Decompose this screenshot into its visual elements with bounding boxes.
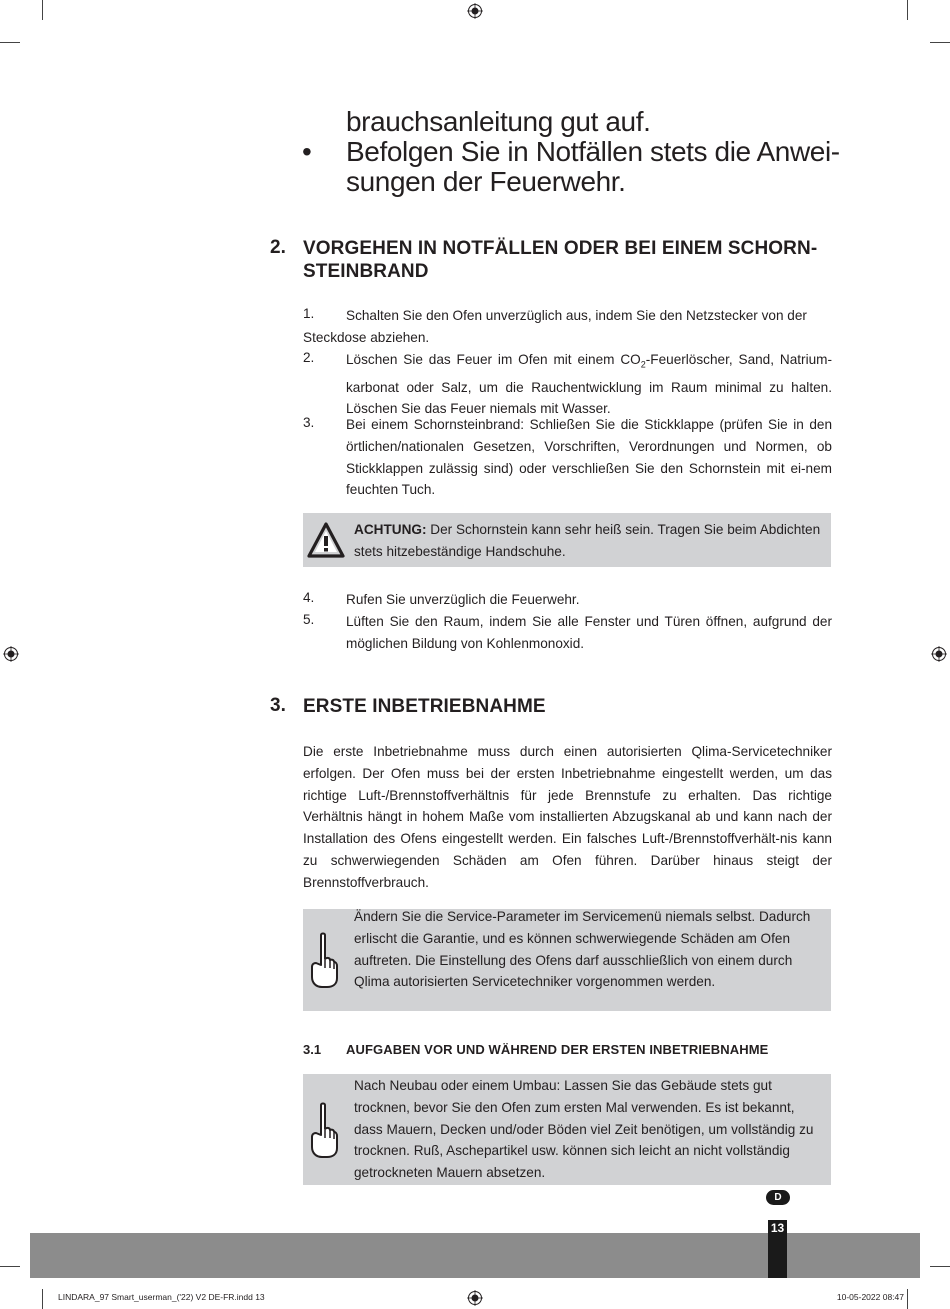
subscript: 2 (640, 359, 646, 370)
crop-mark (930, 42, 950, 43)
list-number: 4. (303, 590, 315, 605)
list-item-text (346, 349, 832, 420)
page-number: 13 (770, 1221, 785, 1235)
list-number: 2. (303, 350, 315, 365)
bullet-text: sungen der Feuerwehr. (346, 166, 626, 197)
list-item-text: Lüften Sie den Raum, indem Sie alle Fenster und Türen öffnen, aufgrund der möglichen Bildung von Kohlenmonoxid. (346, 614, 832, 651)
pointing-hand-icon (308, 1102, 340, 1160)
slug-timestamp: 10-05-2022 08:47 (836, 1292, 904, 1302)
bullet-symbol: • (302, 136, 312, 167)
note-text: Ändern Sie die Service-Parameter im Servicemenü niemals selbst. Dadurch erlischt die Garantie, und es können schwerwiegende Schäden am Ofen auftreten. Die Einstellung des Ofens darf ausschließlich von einem durch Qlima autorisierten Servicetechniker vorgenommen werden. (354, 909, 811, 990)
crop-mark (42, 0, 43, 20)
text-run: Löschen Sie das Feuer im Ofen mit einem CO (346, 352, 641, 367)
list-number: 3. (303, 415, 315, 430)
subsection-title: AUFGABEN VOR UND WÄHREND DER ERSTEN INBETRIEBNAHME (346, 1042, 769, 1057)
crop-mark (930, 1266, 950, 1267)
registration-mark-icon (931, 646, 947, 662)
crop-mark (907, 0, 908, 20)
registration-mark-icon (3, 646, 19, 662)
slug-filename: LINDARA_97 Smart_userman_('22) V2 DE-FR.indd 13 (58, 1292, 265, 1302)
bullet-text: Befolgen Sie in Notfällen stets die Anwei- (346, 136, 840, 167)
text-run: -Feuerlöscher, Sand, Natrium-karbonat oder Salz, um die Rauchentwicklung im Raum minimal zu halten. Löschen Sie das Feuer niemals mit Wasser. (346, 352, 832, 417)
language-badge: D (766, 1190, 790, 1205)
list-item-text: Schalten Sie den Ofen unverzüglich aus, indem Sie den Netzstecker von der (346, 308, 807, 323)
note-text: Nach Neubau oder einem Umbau: Lassen Sie das Gebäude stets gut trocknen, bevor Sie den Ofen zum ersten Mal verwenden. Es ist bekannt, dass Mauern, Decken und/oder Böden viel Zeit benötigen, um vollständig zu trocknen. Ruß, Aschepartikel usw. können sich leicht an nicht vollständig getrockneten Mauern absetzen. (354, 1078, 814, 1181)
list-item-text: Steckdose abziehen. (303, 330, 430, 345)
body-paragraph: Die erste Inbetriebnahme muss durch einen autorisierten Qlima-Servicetechniker erfolgen. Der Ofen muss bei der ersten Inbetriebnahme eingestellt werden, um das richtige Luft-/Brennstoffverhältnis für jede Brennstufe zu erhalten. Das richtige Verhältnis hängt in hohem Maße vom installierten Abzugskanal ab und kann nach der Installation des Ofens eingestellt werden. Ein falsches Luft-/Brennstoffverhält-nis kann zu schwerwiegenden Schäden am Ofen führen. Darüber hinaus steigt der Brennstoffverbrauch. (303, 744, 832, 890)
warning-triangle-icon (306, 521, 346, 559)
pointing-hand-icon (308, 932, 340, 990)
section-title: ERSTE INBETRIEBNAHME (303, 696, 546, 717)
list-item-text: Rufen Sie unverzüglich die Feuerwehr. (346, 592, 580, 607)
crop-mark (0, 1266, 20, 1267)
section-number: 2. (270, 237, 286, 258)
warning-text (354, 519, 824, 563)
crop-mark (42, 1289, 43, 1309)
section-title: VORGEHEN IN NOTFÄLLEN ODER BEI EINEM SCHORN- (303, 238, 818, 259)
registration-mark-icon (467, 1290, 483, 1306)
warning-label: ACHTUNG: (354, 522, 427, 537)
crop-mark (907, 1289, 908, 1309)
list-number: 5. (303, 612, 315, 627)
subsection-number: 3.1 (303, 1042, 322, 1057)
section-title: STEINBRAND (303, 261, 429, 282)
list-item-text: Bei einem Schornsteinbrand: Schließen Sie die Stickklappe (prüfen Sie in den örtlichen/nationalen Gesetzen, Vorschriften, Verordnungen und Normen, ob Stickklappen zulässig sind) oder verschließen Sie den Schornstein mit ei-nem feuchten Tuch. (346, 417, 832, 498)
crop-mark (0, 42, 20, 43)
section-number: 3. (270, 695, 286, 716)
warning-body: Der Schornstein kann sehr heiß sein. Tragen Sie beim Abdichten stets hitzebeständige Handschuhe. (354, 522, 821, 559)
bullet-continuation: brauchsanleitung gut auf. (346, 106, 651, 137)
list-number: 1. (303, 306, 315, 321)
registration-mark-icon (467, 3, 483, 19)
